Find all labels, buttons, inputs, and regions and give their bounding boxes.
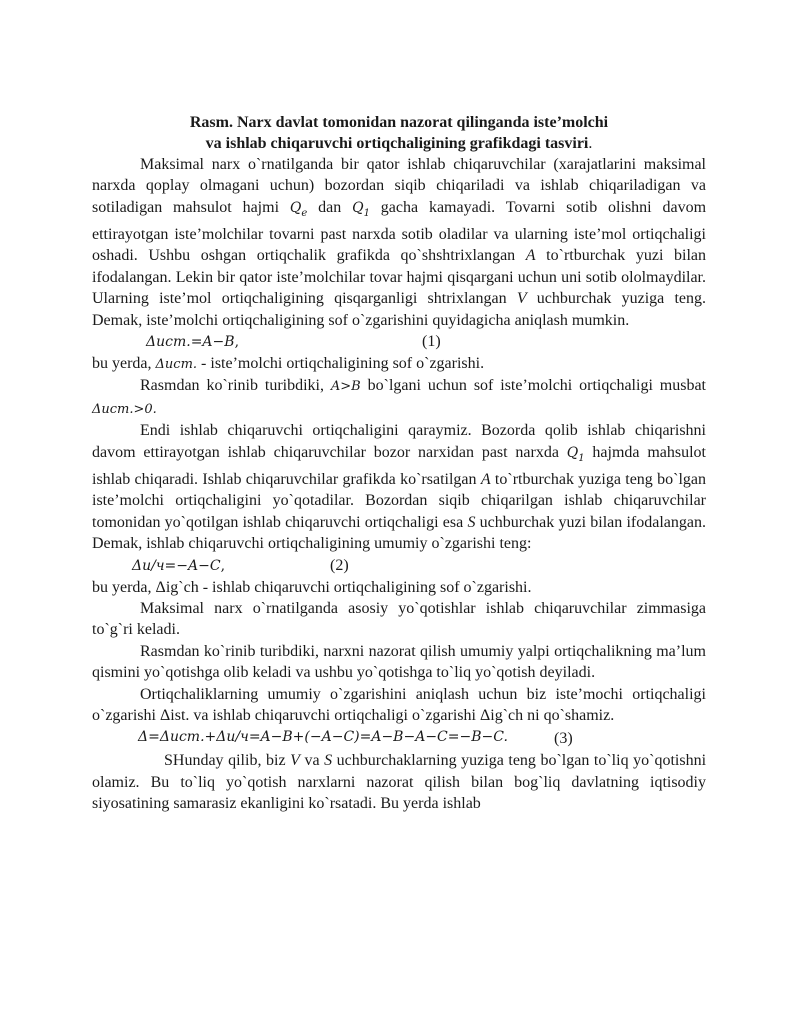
p4-text-b: hajmda mahsulot ishlab chiqaradi. Ishlab chiqaruvchilar grafikda ko`rsatilgan: [92, 443, 706, 488]
p1-text-d: uchburchak yuziga teng. Demak, iste’molchi ortiqchaligining sof o`zgarishini quyidagicha aniqlash mumkin.: [92, 290, 707, 329]
p1-symbol-v: V: [516, 290, 527, 308]
formula-1-expr-text: Δист.=A−B: [146, 334, 235, 351]
symbol-q-e-letter: Q: [289, 199, 302, 216]
symbol-q-e-sub: e: [301, 207, 308, 219]
symbol-q-1-sub: 1: [363, 207, 370, 219]
paragraph-7: Rasmdan ko`rinib turibdiki, narxni nazorat qilish umumiy yalpi ortiqchalikning ma’lum qismini yo`qotishga olib keladi va ushbu yo`qotishga to`liq yo`qotish deyiladi.: [92, 642, 706, 682]
formula-1-expression: [146, 331, 239, 353]
formula-1: [92, 331, 706, 353]
p2-text-a: bu yerda,: [92, 355, 156, 373]
formula-2: [92, 555, 706, 577]
p3-text-a: Rasmdan ko`rinib turibdiki,: [140, 377, 331, 395]
caption-line-2-text: va ishlab chiqaruvchi ortiqchaligining grafikdagi tasviri: [205, 135, 589, 152]
p1-symbol-a: A: [525, 247, 536, 265]
paragraph-9: [92, 750, 706, 814]
p4-symbol-q1: [566, 444, 585, 464]
formula-3-expression: Δ=Δист.+Δи/ч=A−B+(−A−C)=A−B−A−C=−B−C.: [138, 729, 508, 746]
formula-3: [92, 726, 706, 750]
document-page: [92, 112, 706, 815]
formula-3-number: (3): [554, 730, 573, 748]
paragraph-5: bu yerda, Δig`ch - ishlab chiqaruvchi ortiqchaligining sof o`zgarishi.: [92, 578, 532, 596]
symbol-q-e: [289, 199, 308, 219]
p4-symbol-a: A: [480, 470, 491, 488]
p4-symbol-s: S: [467, 513, 476, 531]
p9-text-b: va: [299, 752, 325, 770]
paragraph-8: Ortiqchaliklarning umumiy o`zgarishini aniqlash uchun biz iste’mochi ortiqchaligi o`zgarishi Δist. va ishlab chiqaruvchi ortiqchaligi o`zgarishi Δig`ch ni qo`shamiz.: [92, 685, 706, 724]
caption-line-1: Rasm. Narx davlat tomonidan nazorat qilinganda iste’molchi: [189, 114, 609, 131]
p9-symbol-v: V: [290, 752, 300, 770]
caption-line-2: va ishlab chiqaruvchi ortiqchaligining grafikdagi tasviri.: [205, 135, 593, 152]
p3-symbol-positive: Δист.>0.: [92, 401, 157, 417]
formula-2-number: (2): [330, 556, 349, 574]
p9-text-c: uchburchaklarning yuziga teng bo`lgan to`liq yo`qotishni olamiz. Bu to`liq yo`qotish narxlarni nazorat qilish bilan bog`liq davlatning iqtisodiy siyosatining samarasiz ekanligini ko`rsatadi. Bu yerda ishlab: [92, 752, 707, 813]
p1-text-b: gacha kamayadi. Tovarni sotib olishni davom ettirayotgan iste’molchilar tovarni past narxda sotib oladilar va ularning iste’mol ortiqchaligi oshadi. Ushbu oshgan ortiqchalik grafikda qo`shshtrixlangan: [92, 198, 707, 265]
p4-symbol-q-sub: 1: [578, 452, 585, 464]
p4-symbol-q-letter: Q: [566, 444, 579, 461]
p3-symbol-a-gt-b: A>B: [330, 379, 361, 395]
formula-1-comma: ,: [234, 334, 240, 351]
p4-text-d: uchburchak yuzi bilan ifodalangan. Demak, ishlab chiqaruvchi ortiqchaligining umumiy o`zgarishi teng:: [92, 513, 706, 553]
symbol-q-1-letter: Q: [352, 199, 364, 216]
formula-2-expr-text: Δи/ч=−A−C: [132, 557, 221, 574]
p2-symbol: Δист.: [155, 357, 198, 373]
symbol-q-1: [352, 199, 370, 219]
formula-2-expression: [132, 555, 225, 577]
p2-text-b: - iste’molchi ortiqchaligining sof o`zgarishi.: [197, 355, 485, 373]
p1-text-a: Maksimal narx o`rnatilganda bir qator ishlab chiqaruvchilar (xarajatlarini maksimal narxda qoplay olmagani uchun) bozordan siqib chiqariladi va ishlab chiqariladigan va sotiladigan mahsulot hajmi: [92, 156, 706, 216]
p9-symbol-s: S: [324, 752, 333, 770]
p1-dan: dan: [307, 198, 353, 216]
formula-1-number: (1): [422, 333, 441, 351]
p1-text-c: to`rtburchak yuzi bilan ifodalangan. Lekin bir qator iste’molchilar tovar hajmi qisqargani uchun uni sotib ololmaydilar. Ularning iste’mol ortiqchaligining qisqarganligi shtrixlangan: [92, 247, 706, 308]
paragraph-2: [92, 353, 706, 375]
paragraph-3: [92, 375, 706, 420]
formula-2-comma: ,: [220, 557, 226, 574]
paragraph-6: Maksimal narx o`rnatilganda asosiy yo`qotishlar ishlab chiqaruvchilar zimmasiga to`g`ri keladi.: [92, 599, 706, 639]
p4-text-c: to`rtburchak yuziga teng bo`lgan iste’molchi ortiqchaligini yo`qotadilar. Bozordan siqib chiqarilgan ishlab chiqaruvchilar tomonidan yo`qotilgan ishlab chiqaruvchi ortiqchaligi esa: [92, 470, 706, 531]
p4-text-a: Endi ishlab chiqaruvchi ortiqchaligini qaraymiz. Bozorda qolib ishlab chiqarishni davom ettirayotgan ishlab chiqaruvchilar bozor narxidan past narxda: [92, 422, 706, 461]
paragraph-1: [92, 154, 706, 331]
p3-text-b: bo`lgani uchun sof iste’molchi ortiqchaligi musbat: [360, 377, 706, 395]
paragraph-4: [92, 420, 706, 554]
p9-text-a: SHunday qilib, biz: [164, 752, 291, 770]
figure-caption: [92, 112, 706, 154]
